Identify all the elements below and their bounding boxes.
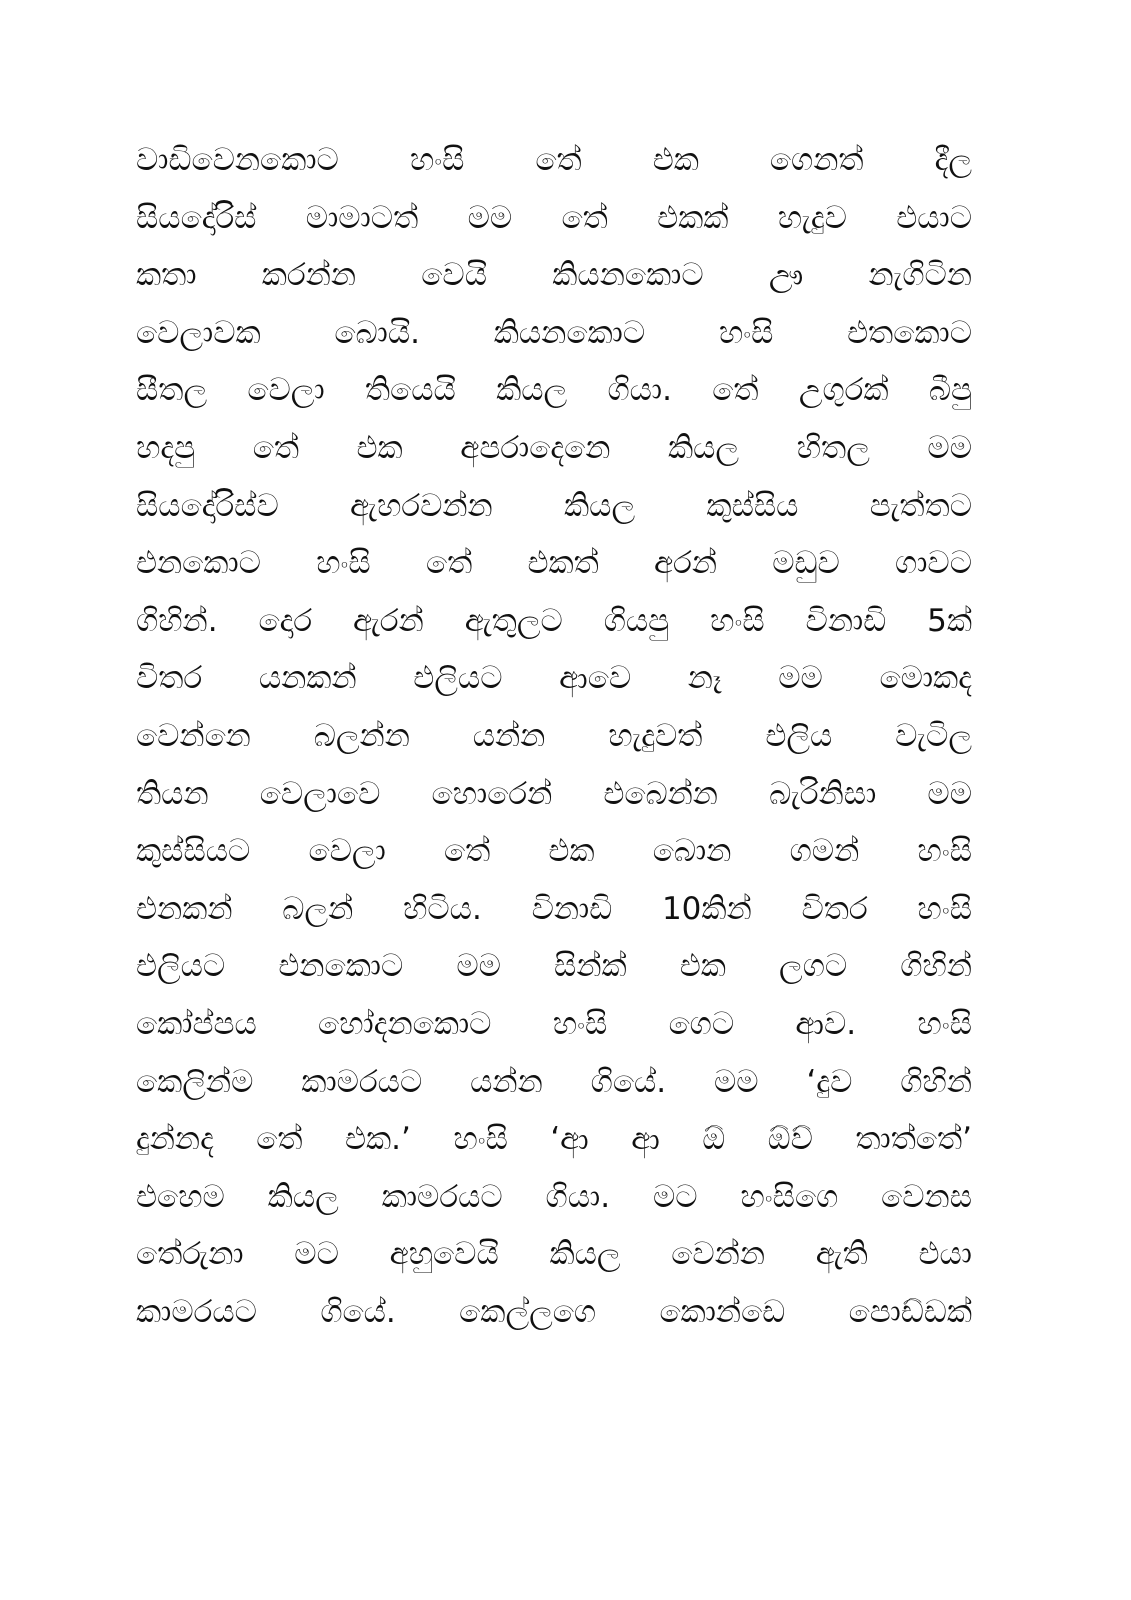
text-line: වාඩිවෙනකොට හංසි තේ එක ගෙනත් දීල <box>136 142 972 178</box>
text-line: එහෙම කියල කාමරයට ගියා. මට හංසිගෙ වෙනස <box>136 1178 972 1215</box>
text-line: කෝප්පය හෝදනකොට හංසි ගෙට ආව. හංසි <box>136 1005 972 1042</box>
text-line: තියන වෙලාවෙ හොරෙන් එබෙන්න බැරිනිසා මම <box>136 775 972 812</box>
text-line: සීතල වෙලා තියෙයි කියල ගියා. තේ උගුරක් බීපු <box>136 372 972 409</box>
text-line: සියදෝරිස් මාමාටත් මම තේ එකක් හැදුව එයාට <box>136 199 972 236</box>
text-line: හදපු තේ එක අපරාදෙනෙ කියල හිතල මම <box>136 429 972 466</box>
text-line: එනකොට හංසි තේ එකත් අරන් මඩුව ගාවට <box>136 545 972 582</box>
text-line: ගිහින්. දොර ඇරන් ඇතුලට ගියපු හංසි විනාඩි 5ක් <box>136 602 972 639</box>
body-text <box>136 132 972 1341</box>
text-line: කතා කරන්න වෙයි කියනකොට ඌ නැගිටින <box>136 257 972 294</box>
text-line: තේරුනා මට අහුවෙයි කියල වෙන්න ඇති එයා <box>136 1236 972 1273</box>
text-line: විතර යනකන් එලියට ආවෙ නෑ මම මොකද <box>136 660 972 697</box>
text-line: කාමරයට ගියේ. කෙල්ලගෙ කොන්ඩෙ පොඩ්ඩක් <box>136 1293 972 1330</box>
text-line: වෙලාවක බොයි. කියනකොට හංසි එතකොට <box>136 314 972 351</box>
text-line: එනකන් බලන් හිටිය. විනාඩි 10කින් විතර හංසි <box>136 890 972 927</box>
text-line: දුන්නද තේ එක.’ හංසි ‘ආ ආ ඕ ඕව් තාත්තේ’ <box>136 1121 972 1158</box>
text-line: එලියට එනකොට මම සින්ක් එක ලගට ගිහින් <box>136 948 972 985</box>
text-line: කෙලින්ම කාමරයට යන්න ගියේ. මම ‘දුව ගිහින් <box>136 1063 972 1100</box>
text-line: කුස්සියට වෙලා තේ එක බොන ගමන් හංසි <box>136 833 972 870</box>
text-line: වෙන්නෙ බලන්න යන්න හැදුවත් එලිය වැටිල <box>136 717 972 754</box>
text-line: සියදෝරිස්ව ඇහරවන්න කියල කුස්සිය පැත්තට <box>136 487 972 524</box>
